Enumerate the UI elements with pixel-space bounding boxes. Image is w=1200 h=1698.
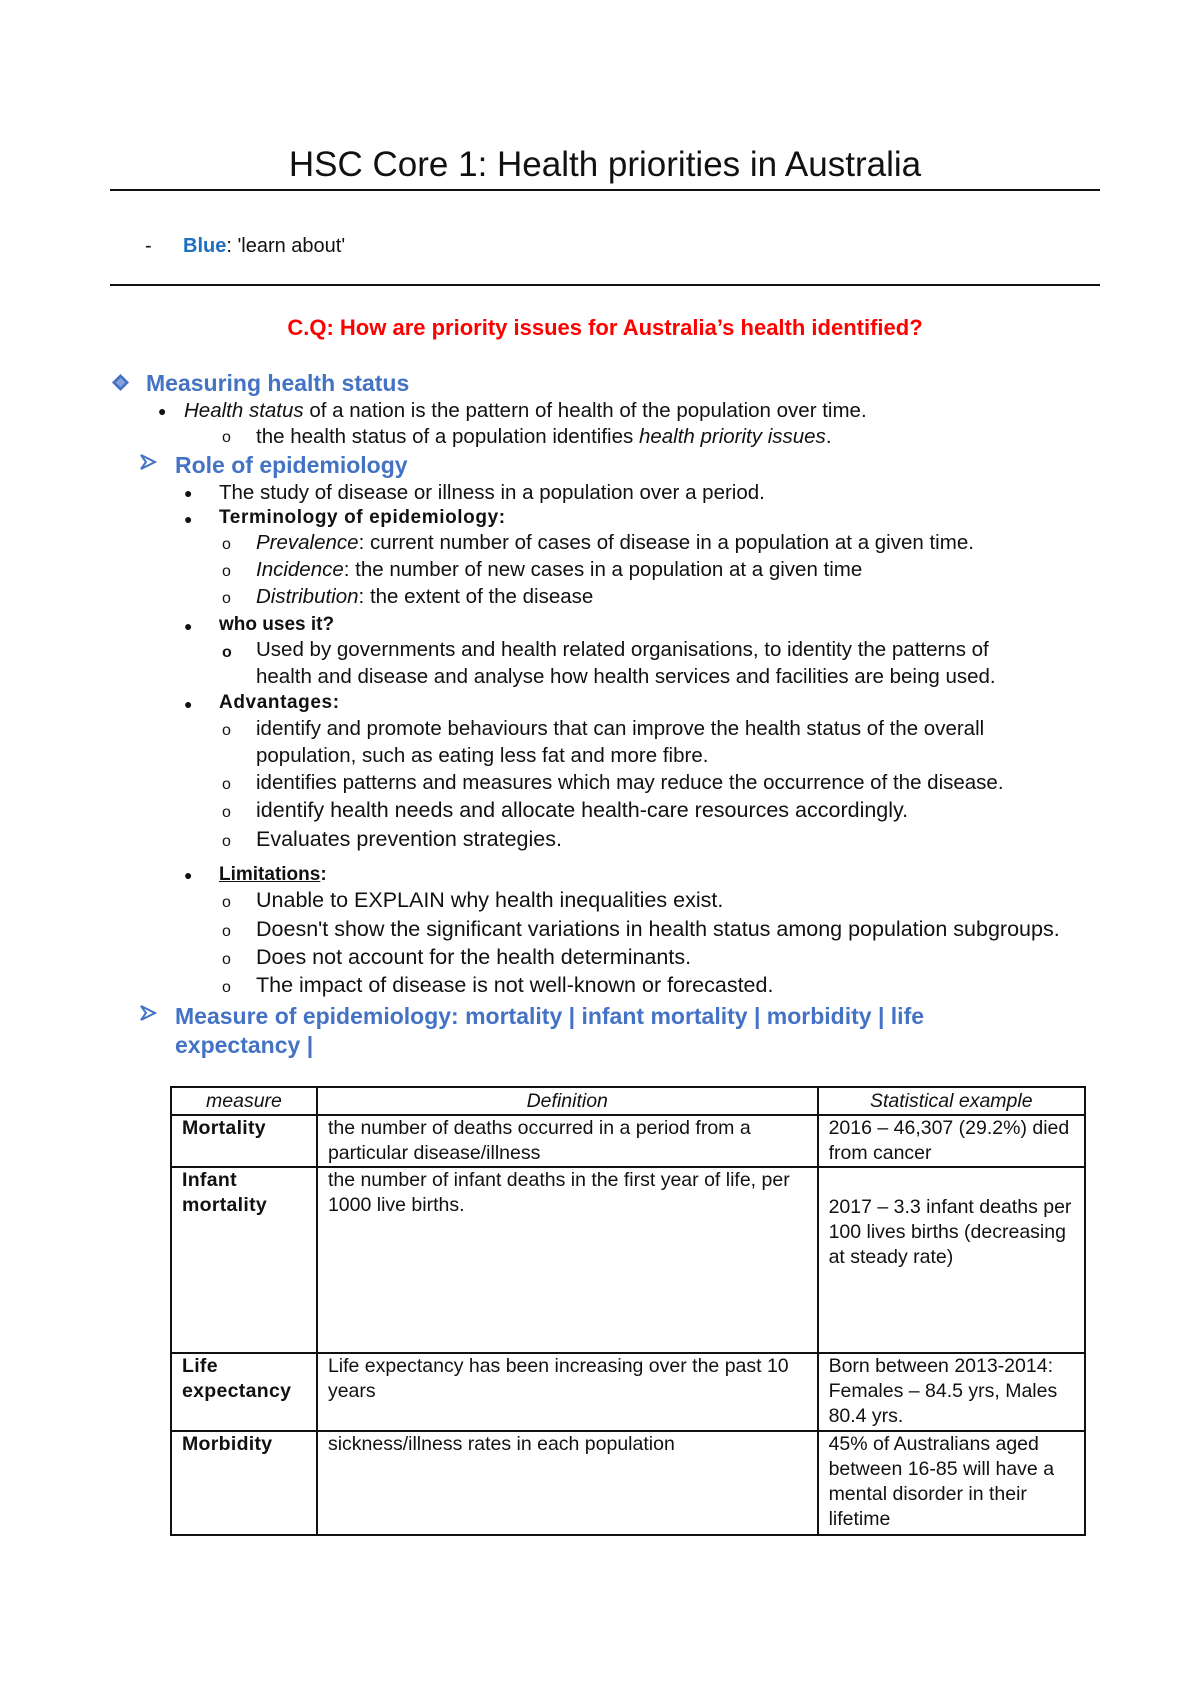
table-row <box>171 1353 1085 1431</box>
table-row <box>171 1431 1085 1535</box>
definition-cell: the number of deaths occurred in a period from a particular disease/illness <box>317 1115 818 1167</box>
health-status-text: of a nation is the pattern of health of the population over time. <box>303 399 867 422</box>
heading-role-of-epidemiology: Role of epidemiology <box>175 452 408 478</box>
who-uses-it-line-1: Used by governments and health related organisations, to identity the patterns of <box>256 638 989 661</box>
definition-cell: the number of infant deaths in the first year of life, per 1000 live births. <box>317 1167 818 1353</box>
advantage-1-line-1: identify and promote behaviours that can improve the health status of the overall <box>256 717 985 740</box>
advantage-2: identifies patterns and measures which may reduce the occurrence of the disease. <box>256 771 1004 794</box>
diamond-icon-graphic <box>111 373 130 392</box>
terminology-label: Terminology of epidemiology: <box>219 507 506 528</box>
sub-bullet-marker: o <box>222 923 231 940</box>
epidemiology-definition: The study of disease or illness in a population over a period. <box>219 481 765 504</box>
sub-bullet-marker: o <box>222 590 231 607</box>
limitation-4: The impact of disease is not well-known or forecasted. <box>256 973 774 997</box>
sub-bullet-marker: o <box>222 894 231 911</box>
distribution-term: Distribution <box>256 585 359 608</box>
table-row <box>171 1167 1085 1353</box>
incidence-term: Incidence <box>256 558 344 581</box>
incidence-item <box>256 557 862 583</box>
sub-bullet-marker: o <box>222 979 231 996</box>
example-cell: 2017 – 3.3 infant deaths per 100 lives births (decreasing at steady rate) <box>818 1167 1085 1353</box>
sub-bullet-marker: o <box>222 536 231 553</box>
sub-bullet-marker: o <box>222 429 231 446</box>
sub-bullet-marker: o <box>222 833 231 850</box>
prevalence-text: : current number of cases of disease in a population at a given time. <box>358 531 974 554</box>
measure-cell: Morbidity <box>171 1431 317 1535</box>
title-divider <box>110 189 1100 191</box>
sub-bullet-marker: o <box>222 776 231 793</box>
example-cell: 2016 – 46,307 (29.2%) died from cancer <box>818 1115 1085 1167</box>
limitation-1: Unable to EXPLAIN why health inequalities exist. <box>256 888 724 912</box>
color-legend <box>145 234 345 258</box>
limitations-colon: : <box>320 864 327 885</box>
subpoint-italic: health priority issues <box>638 425 826 448</box>
sub-bullet-marker: o <box>222 722 231 739</box>
example-cell: 45% of Australians aged between 16-85 will have a mental disorder in their lifetime <box>818 1431 1085 1535</box>
bullet-dot: ● <box>184 485 193 501</box>
who-uses-it-line-2: health and disease and analyse how health services and facilities are being used. <box>256 665 996 688</box>
health-status-term: Health status <box>184 399 304 422</box>
bullet-dot: ● <box>184 511 193 527</box>
measure-cell: Infant mortality <box>171 1167 317 1353</box>
limitation-3: Does not account for the health determinants. <box>256 945 692 969</box>
legend-divider <box>110 284 1100 286</box>
legend-color-word: Blue <box>183 235 227 257</box>
heading-measuring-health-status: Measuring health status <box>146 370 410 396</box>
measure-cell: Mortality <box>171 1115 317 1167</box>
heading-measure-of-epidemiology-line-2: expectancy | <box>175 1032 314 1058</box>
distribution-text: : the extent of the disease <box>358 585 594 608</box>
bullet-dot: ● <box>184 696 193 712</box>
subpoint-text: the health status of a population identifies <box>256 425 639 448</box>
column-header-measure: measure <box>171 1087 317 1115</box>
definition-cell: sickness/illness rates in each population <box>317 1431 818 1535</box>
bullet-dot: ● <box>158 403 167 419</box>
limitations-label <box>219 862 327 888</box>
table-row <box>171 1115 1085 1167</box>
subpoint-end: . <box>825 425 832 448</box>
advantage-3: identify health needs and allocate health-care resources accordingly. <box>256 798 909 822</box>
bullet-dot: ● <box>184 867 193 883</box>
advantages-label: Advantages: <box>219 692 340 713</box>
bullet-dot: ● <box>184 618 193 634</box>
arrow-chevron-icon <box>139 453 157 479</box>
page-title: HSC Core 1: Health priorities in Australia <box>288 145 922 184</box>
column-header-statistical-example: Statistical example <box>818 1087 1085 1115</box>
definition-cell: Life expectancy has been increasing over the past 10 years <box>317 1353 818 1431</box>
advantage-4: Evaluates prevention strategies. <box>256 827 562 851</box>
limitations-word: Limitations <box>219 864 321 885</box>
heading-measure-of-epidemiology-line-1: Measure of epidemiology: mortality | infant mortality | morbidity | life <box>175 1003 925 1029</box>
diamond-icon <box>111 373 130 400</box>
incidence-text: : the number of new cases in a population at a given time <box>343 558 863 581</box>
sub-bullet-marker: o <box>222 951 231 968</box>
arrow-chevron-icon-graphic <box>139 1004 157 1022</box>
prevalence-item <box>256 530 974 556</box>
sub-bullet-marker: o <box>222 563 231 580</box>
advantage-1-line-2: population, such as eating less fat and more fibre. <box>256 744 709 767</box>
measure-cell: Life expectancy <box>171 1353 317 1431</box>
legend-dash: - <box>145 235 152 257</box>
limitation-2: Doesn't show the significant variations in health status among population subgroups. <box>256 917 1060 941</box>
sub-bullet-marker: o <box>222 804 231 821</box>
sub-bullet-marker: o <box>222 644 232 661</box>
column-header-definition: Definition <box>317 1087 818 1115</box>
example-cell: Born between 2013-2014: Females – 84.5 yrs, Males 80.4 yrs. <box>818 1353 1085 1431</box>
health-status-subpoint <box>256 424 832 450</box>
distribution-item <box>256 584 593 610</box>
legend-description: : 'learn about' <box>226 235 346 257</box>
prevalence-term: Prevalence <box>256 531 359 554</box>
epidemiology-measures-table <box>170 1086 1086 1536</box>
health-status-definition <box>184 398 867 424</box>
arrow-chevron-icon-graphic <box>139 453 157 471</box>
arrow-chevron-icon <box>139 1004 157 1030</box>
who-uses-it-label: who uses it? <box>219 614 335 635</box>
content-question: C.Q: How are priority issues for Australia’s health identified? <box>287 315 923 340</box>
table-header-row <box>171 1087 1085 1115</box>
